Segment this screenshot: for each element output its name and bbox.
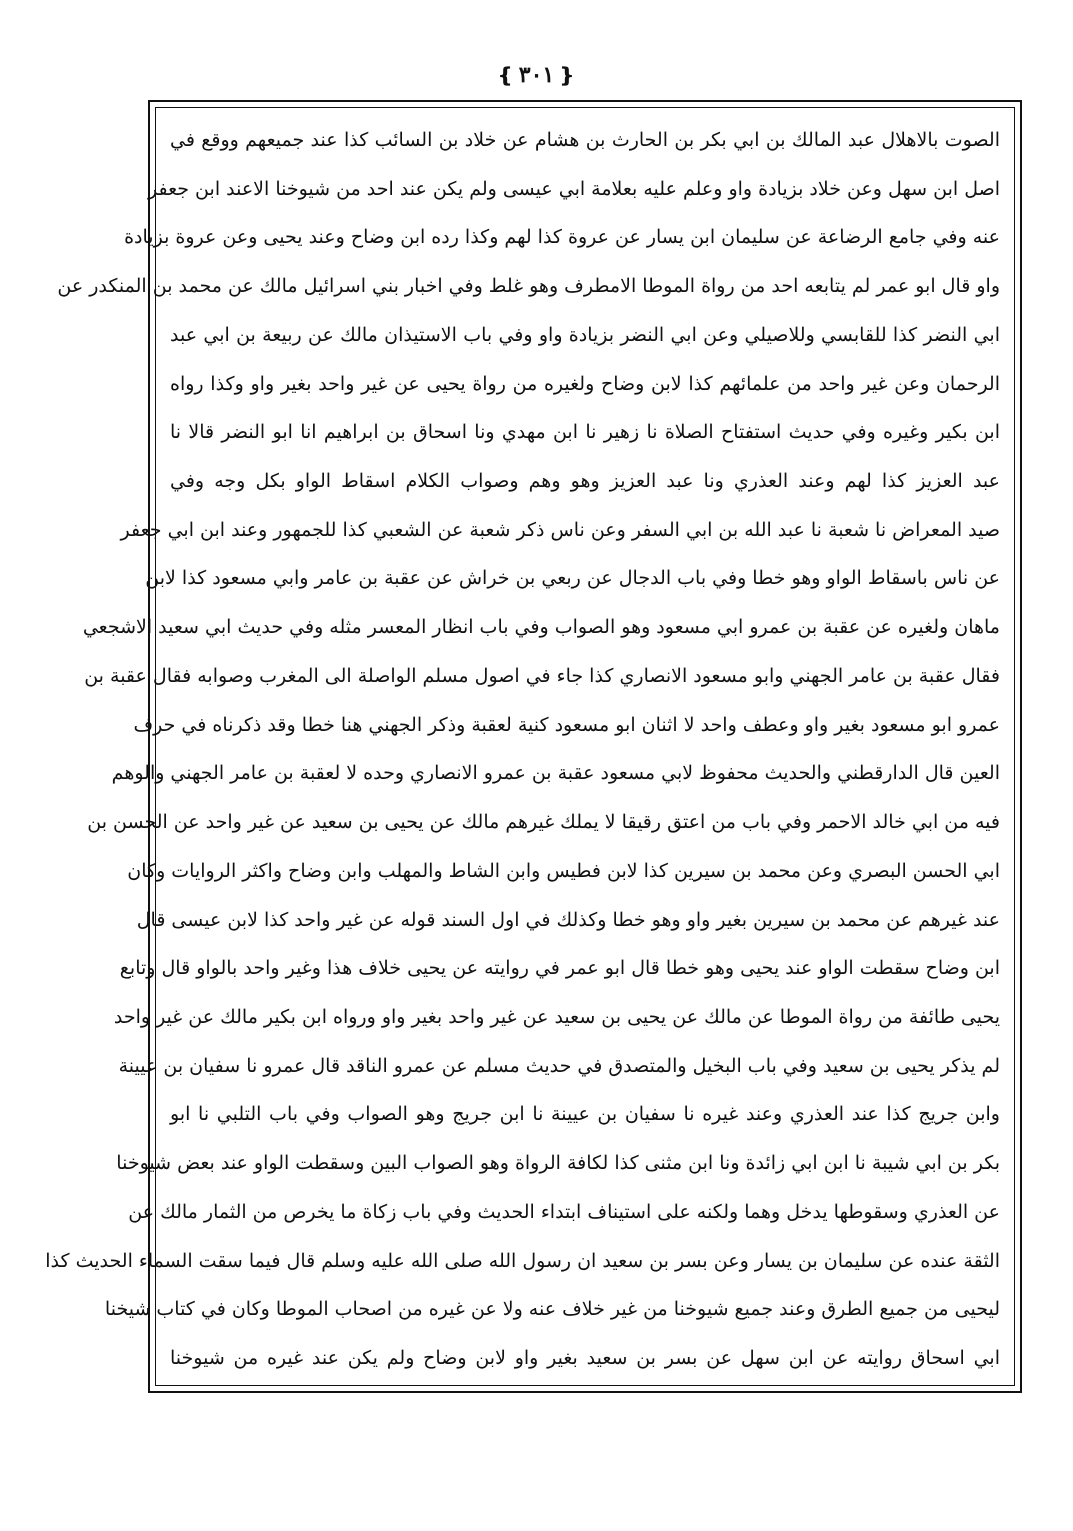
text-line: ابي النضر كذا للقابسي وللاصيلي وعن ابي النضر بزيادة واو وفي باب الاستيذان مالك عن ربيعة بن ابي عبد [170, 323, 1000, 346]
right-ornament-icon: ❵ [497, 63, 515, 87]
text-line: عبد العزيز كذا لهم وعند العذري ونا عبد العزيز وهو وهم وصواب الكلام اسقاط الواو بكل وجه وفي [170, 470, 1000, 493]
text-line: فيه من ابي خالد الاحمر وفي باب من اعتق رقيقا لا يملك غيرهم مالك عن يحيى بن سعيد عن غير واحد عن الحسن بن [87, 811, 1000, 834]
text-line: ابي اسحاق روايته عن ابن سهل عن بسر بن سعيد بغير واو لابن وضاح ولم يكن عند غيره من شيوخنا [170, 1346, 1000, 1369]
text-line: الصوت بالاهلال عبد المالك بن ابي بكر بن الحارث بن هشام عن خلاد بن السائب كذا عند جميعهم ووقع في [170, 129, 1000, 151]
text-line: عند غيرهم عن محمد بن سيرين بغير واو وهو خطا وكذلك في اول السند قوله عن غير واحد كذا لابن عيسى قال [136, 908, 1000, 931]
text-line: لم يذكر يحيى بن سعيد وفي باب البخيل والمتصدق في حديث مسلم عن عمرو الناقد قال عمرو نا سفيان بن عيينة [118, 1054, 1000, 1077]
page-number [0, 62, 1073, 88]
text-line: الرحمان وعن غير واحد من علمائهم كذا لابن وضاح ولغيره من رواة يحيى عن غير واحد بغير واو وكذا رواه [170, 372, 1000, 395]
text-line: عنه وفي جامع الرضاعة عن سليمان ابن يسار عن عروة كذا لهم وكذا رده ابن وضاح وعند يحيى وعن عروة بزيادة [124, 226, 1000, 249]
text-line: اصل ابن سهل وعن خلاد بزيادة واو وعلم عليه بعلامة ابي عيسى ولم يكن عند احد من شيوخنا الاعند ابن جعفر [148, 177, 1000, 200]
text-line: ابن بكير وغيره وفي حديث استفتاح الصلاة نا زهير نا ابن مهدي ونا اسحاق بن ابراهيم انا ابو النضر قالا نا [170, 421, 1000, 444]
text-line: ابي الحسن البصري وعن محمد بن سيرين كذا لابن فطيس وابن الشاط والمهلب وابن وضاح واكثر الروايات وكان [127, 859, 1000, 882]
text-line: العين قال الدارقطني والحديث محفوظ لابي مسعود عقبة بن عمرو الانصاري وحده لا لعقبة بن عامر الجهني والوهم [111, 762, 1000, 785]
text-line: واو قال ابو عمر لم يتابعه احد من رواة الموطا الامطرف وهو غلط وفي اخبار بني اسرائيل مالك عن محمد بن المنكدر عن [57, 275, 1000, 298]
text-block [45, 118, 1000, 1380]
text-line: ليحيى من جميع الطرق وعند جميع شيوخنا من غير خلاف عنه ولا عن غيره من اصحاب الموطا وكان في كتاب شيخنا [104, 1298, 1000, 1321]
text-line: فقال عقبة بن عامر الجهني وابو مسعود الانصاري كذا جاء في اصول مسلم الواصلة الى المغرب وصوابه فقال عقبة بن [84, 664, 1000, 687]
text-line: عن العذري وسقوطها يدخل وهما ولكنه على استيناف ابتداء الحديث وفي باب زكاة ما يخرص من الثمار مالك عن [128, 1200, 1000, 1223]
text-line: الثقة عنده عن سليمان بن يسار وعن بسر بن سعيد ان رسول الله صلى الله عليه وسلم قال فيما سقت السماء الحديث كذا [45, 1249, 1000, 1272]
text-line: عن ناس باسقاط الواو وهو خطا وفي باب الدجال عن ربعي بن خراش عن عقبة بن عامر وابي مسعود كذا لابن [145, 567, 1000, 590]
text-line: وابن جريج كذا عند العذري وعند غيره نا سفيان بن عيينة نا ابن جريج وهو الصواب وفي باب التلبي نا ابو [170, 1103, 1000, 1126]
page-number-text: ٣٠١ [518, 62, 555, 88]
text-line: ماهان ولغيره عن عقبة بن عمرو ابي مسعود وهو الصواب وفي باب انظار المعسر مثله وفي حديث ابي سعيد الاشجعي [82, 616, 1000, 639]
left-ornament-icon: ❴ [558, 63, 576, 87]
text-line: بكر بن ابي شيبة نا ابن ابي زائدة ونا ابن مثنى كذا لكافة الرواة وهو الصواب البين وسقطت الواو عند بعض شيوخنا [116, 1152, 1000, 1175]
text-line: يحيى طائفة من رواة الموطا عن مالك عن يحيى بن سعيد عن غير واحد بغير واو ورواه ابن بكير مالك عن غير واحد [113, 1005, 1000, 1028]
text-line: صيد المعراض نا شعبة نا عبد الله بن ابي السفر وعن ناس ذكر شعبة عن الشعبي كذا للجمهور وعند ابن ابي جعفر [120, 518, 1000, 541]
text-line: ابن وضاح سقطت الواو عند يحيى وهو خطا قال ابو عمر في روايته عن يحيى خلاف هذا وغير واحد بالواو قال وتابع [119, 957, 1000, 980]
text-line: عمرو ابو مسعود بغير واو وعطف واحد لا اثنان ابو مسعود كنية لعقبة وذكر الجهني هنا خطا وقد ذكرناه في حرف [133, 713, 1000, 736]
